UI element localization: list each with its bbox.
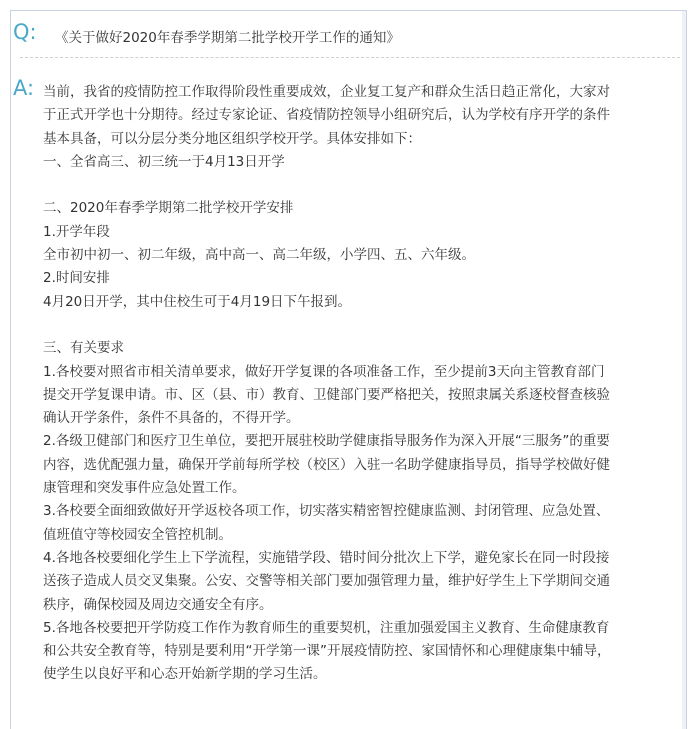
answer-line: 2.时间安排: [43, 270, 110, 287]
answer-line: [43, 174, 665, 197]
answer-line: 1.开学年段: [43, 223, 110, 240]
answer-line: 三、有关要求: [43, 340, 124, 357]
answer-line: 当前，我省的疫情防控工作取得阶段性重要成效，企业复工复产和群众生活日趋正常化，大家对: [43, 84, 610, 100]
answer-line: 秩序，确保校园及周边交通安全有序。: [43, 596, 273, 613]
answer-line: 基本具备，可以分层分类分地区组织学校开学。具体安排如下：: [43, 130, 421, 147]
answer-line: 和公共安全教育等，特别是要利用“开学第一课”开展疫情防控、家国情怀和心理健康集中辅导，: [43, 643, 611, 660]
answer-line: 一、全省高三、初三统一于4月13日开学: [43, 153, 285, 170]
question-row: [13, 20, 690, 50]
answer-line: 康管理和突发事件应急处置工作。: [43, 480, 246, 497]
answer-line: 4.各地各校要细化学生上下学流程，实施错学段、错时间分批次上下学，避免家长在同一时段接: [43, 549, 610, 566]
answer-line: 内容，选优配强力量，确保开学前每所学校（校区）入驻一名助学健康指导员，指导学校做好健: [43, 456, 610, 473]
answer-line: 提交开学复课申请。市、区（县、市）教育、卫健部门要严格把关，按照隶属关系逐校督查核验: [43, 386, 610, 403]
answer-line: 送孩子造成人员交叉集聚。公安、交警等相关部门要加强管理力量，维护好学生上下学期间交通: [43, 573, 610, 590]
question-title: 《关于做好2020年春季学期第二批学校开学工作的通知》: [55, 30, 400, 46]
answer-line: 1.各校要对照省市相关清单要求，做好开学复课的各项准备工作，至少提前3天向主管教育部门: [43, 363, 605, 380]
answer-line: 值班值守等校园安全管控机制。: [43, 526, 232, 543]
dashed-divider: [20, 57, 680, 58]
answer-line: 确认开学条件，条件不具备的，不得开学。: [43, 410, 300, 427]
answer-line: 于正式开学也十分期待。经过专家论证、省疫情防控领导小组研究后，认为学校有序开学的条件: [43, 107, 610, 124]
scrollbar-track[interactable]: [682, 11, 686, 729]
answer-line: 5.各地各校要把开学防疫工作作为教育师生的重要契机，注重加强爱国主义教育、生命健康教育: [43, 619, 610, 636]
answer-line: 4月20日开学，其中住校生可于4月19日下午报到。: [43, 293, 352, 310]
answer-marker: A:: [13, 76, 35, 100]
answer-line: 2.各级卫健部门和医疗卫生单位，要把开展驻校助学健康指导服务作为深入开展“三服务”的重要: [43, 433, 610, 450]
answer-line: 3.各校要全面细致做好开学返校各项工作，切实落实精密智控健康监测、封闭管理、应急处置、: [43, 503, 610, 520]
answer-line: 使学生以良好平和心态开始新学期的学习生活。: [43, 666, 327, 683]
answer-line: [43, 314, 665, 337]
answer-line: 全市初中初一、初二年级，高中高一、高二年级，小学四、五、六年级。: [43, 247, 475, 264]
answer-line: 二、2020年春季学期第二批学校开学安排: [43, 200, 294, 217]
answer-body: [43, 81, 665, 687]
question-marker: Q:: [13, 20, 37, 44]
